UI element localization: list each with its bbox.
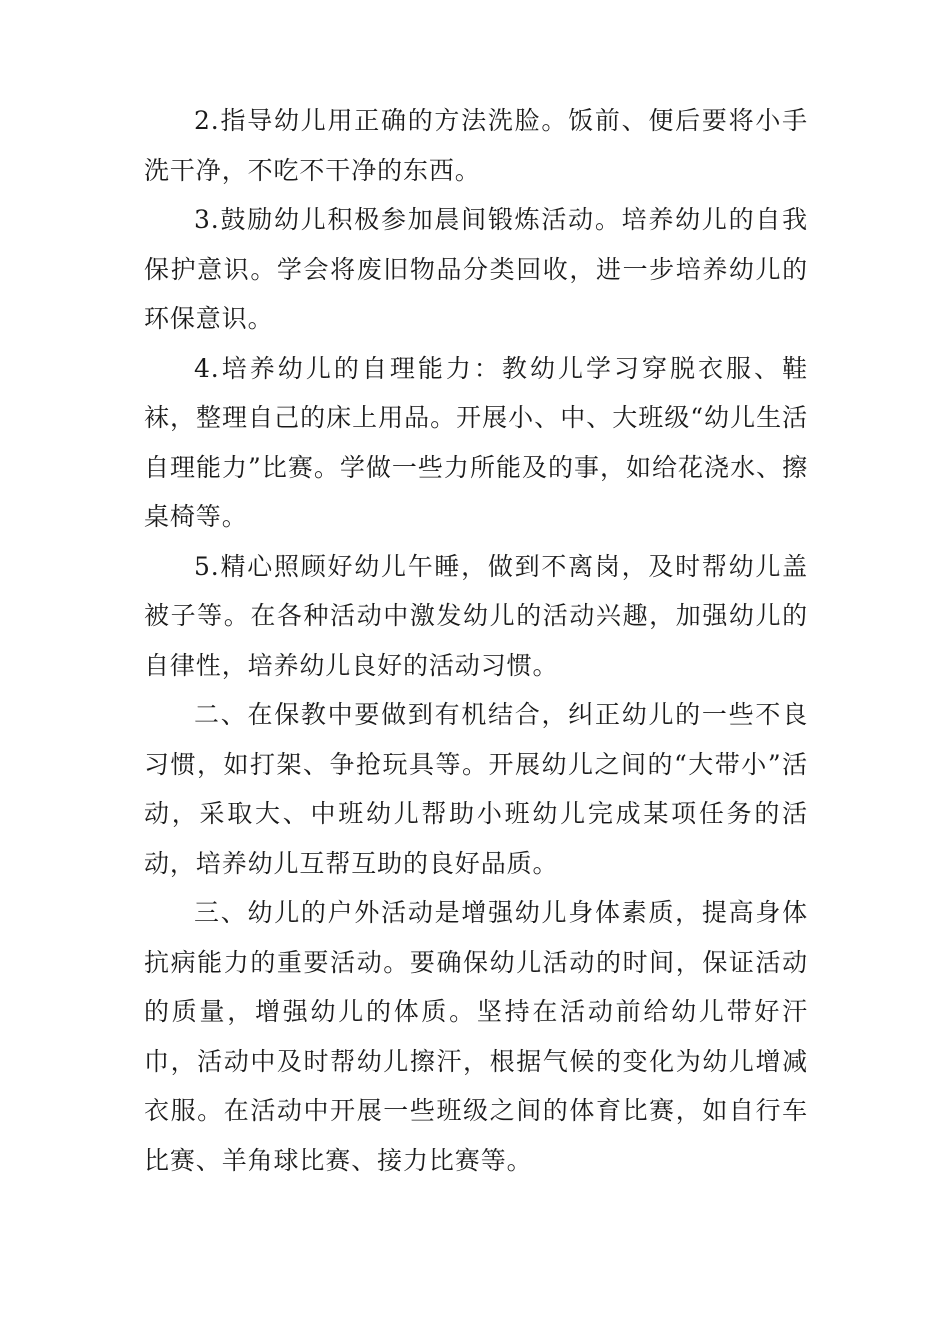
- paragraph-section-3: 三、幼儿的户外活动是增强幼儿身体素质，提高身体抗病能力的重要活动。要确保幼儿活动的时间，保证活动的质量，增强幼儿的体质。坚持在活动前给幼儿带好汗巾，活动中及时帮幼儿擦汗，根据气候的变化为幼儿增减衣服。在活动中开展一些班级之间的体育比赛，如自行车比赛、羊角球比赛、接力比赛等。: [144, 898, 808, 1175]
- paragraph-item-3: 3.鼓励幼儿积极参加晨间锻炼活动。培养幼儿的自我保护意识。学会将废旧物品分类回收，进一步培养幼儿的环保意识。: [144, 205, 808, 333]
- document-body: [144, 96, 808, 1185]
- paragraph-item-4: 4.培养幼儿的自理能力：教幼儿学习穿脱衣服、鞋袜，整理自己的床上用品。开展小、中、大班级“幼儿生活自理能力”比赛。学做一些力所能及的事，如给花浇水、擦桌椅等。: [144, 353, 808, 531]
- paragraph-item-2: 2.指导幼儿用正确的方法洗脸。饭前、便后要将小手洗干净，不吃不干净的东西。: [144, 106, 808, 185]
- paragraph-item-5: 5.精心照顾好幼儿午睡，做到不离岗，及时帮幼儿盖被子等。在各种活动中激发幼儿的活动兴趣，加强幼儿的自律性，培养幼儿良好的活动习惯。: [144, 551, 808, 680]
- paragraph-section-2: 二、在保教中要做到有机结合，纠正幼儿的一些不良习惯，如打架、争抢玩具等。开展幼儿之间的“大带小”活动，采取大、中班幼儿帮助小班幼儿完成某项任务的活动，培养幼儿互帮互助的良好品质。: [144, 700, 808, 878]
